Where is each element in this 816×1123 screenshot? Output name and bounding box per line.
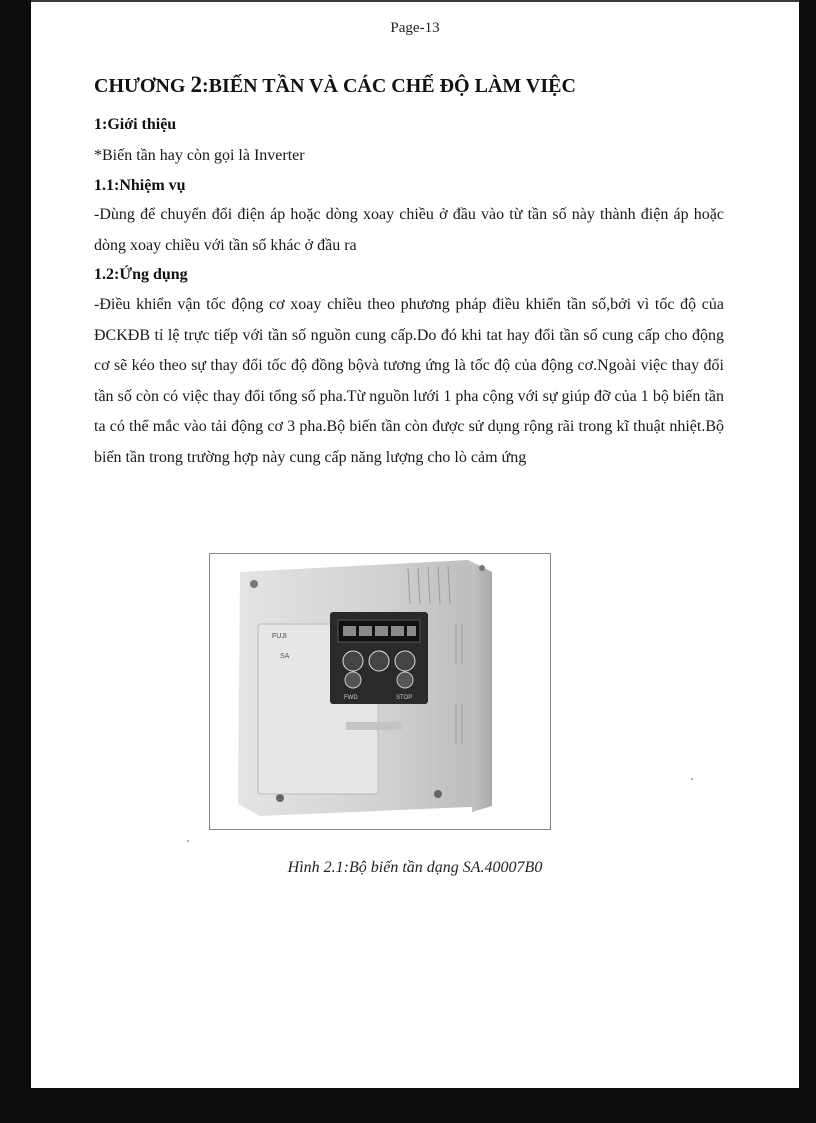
application-paragraph: -Điều khiển vận tốc động cơ xoay chiều theo phương pháp điều khiển tần số,bởi vì tốc độ của ĐCKĐB tỉ lệ trực tiếp với tần số nguồn cung cấp.Do đó khi tat hay đổi tần số cung cấp cho động cơ sẽ kéo theo sự thay đổi tốc độ đồng bộvà tương ứng là tốc độ của động cơ.Ngoài việc thay đổi tần số còn có việc thay đổi tổng số pha.Từ nguồn lưới 1 pha cộng với sự giúp đỡ của 1 bộ biến tần ta có thể mắc vào tải động cơ 3 pha.Bộ biến tần còn được sử dụng rộng rãi trong kĩ thuật nhiệt.Bộ biến tần trong trường hợp này cung cấp năng lượng cho lò cảm ứng	[94, 296, 724, 466]
device-key-label-fwd: FWD	[344, 695, 358, 701]
device-brand-text: FUJI	[272, 633, 287, 640]
chapter-title	[94, 72, 576, 98]
task-paragraph: -Dùng để chuyển đổi điện áp hoặc dòng xoay chiều ở đầu vào từ tần số này thành điện áp hoặc dòng xoay chiều với tần số khác ở đầu ra	[94, 206, 724, 254]
scan-border-right	[799, 0, 816, 1123]
chapter-name: :BIẾN TẦN VÀ CÁC CHẾ ĐỘ LÀM VIỆC	[201, 75, 576, 97]
scan-border-bottom	[0, 1088, 816, 1123]
page-number: Page-13	[390, 20, 440, 36]
scan-speck	[187, 840, 189, 842]
intro-text: *Biến tần hay còn gọi là Inverter	[94, 147, 305, 164]
device-model-text: SA	[280, 653, 290, 660]
application-heading: 1.2:Ứng dụng	[94, 266, 188, 283]
device-key-label-stop: STOP	[396, 695, 413, 701]
intro-heading: 1:Giới thiệu	[94, 116, 177, 133]
scan-border-left	[0, 0, 31, 1123]
figure-frame	[209, 553, 551, 830]
scan-speck	[691, 778, 693, 780]
task-heading: 1.1:Nhiệm vụ	[94, 177, 186, 194]
inverter-device-image	[210, 554, 550, 829]
document-page	[31, 0, 799, 1090]
chapter-prefix: CHƯƠNG	[94, 75, 191, 97]
chapter-number: 2	[190, 72, 202, 97]
figure-caption: Hình 2.1:Bộ biến tần dạng SA.40007B0	[287, 859, 543, 876]
